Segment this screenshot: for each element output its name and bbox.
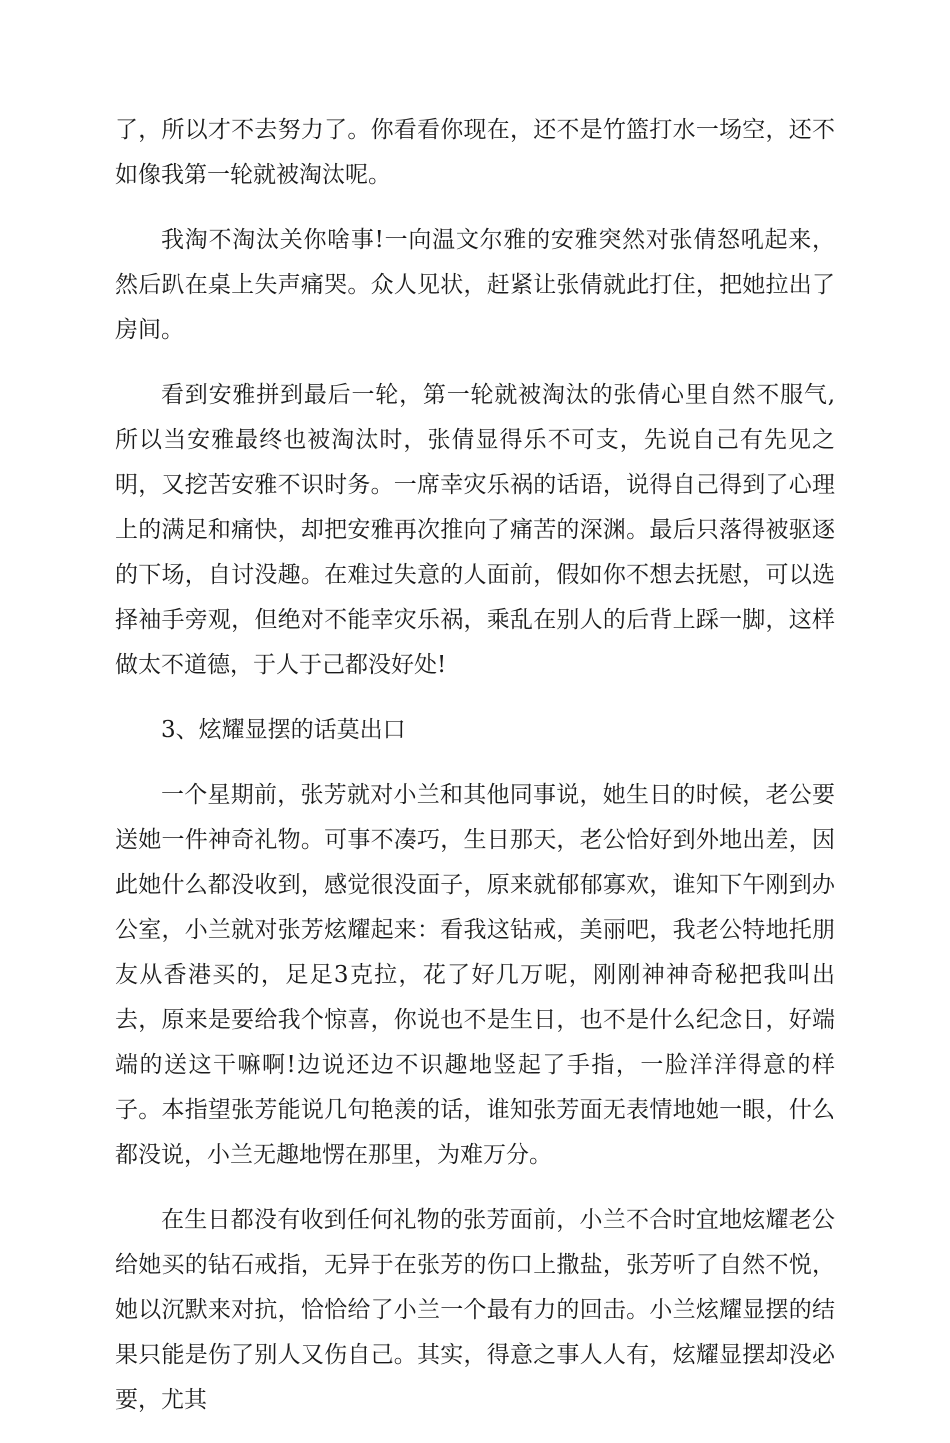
paragraph-anya-outburst: 我淘不淘汰关你啥事!一向温文尔雅的安雅突然对张倩怒吼起来，然后趴在桌上失声痛哭。众人见状，赶紧让张倩就此打住，把她拉出了房间。 (115, 227, 835, 343)
paragraph-continuation: 了，所以才不去努力了。你看看你现在，还不是竹篮打水一场空，还不如像我第一轮就被淘汰呢。 (115, 117, 835, 188)
paragraph-schadenfreude: 看到安雅拼到最后一轮，第一轮就被淘汰的张倩心里自然不服气,所以当安雅最终也被淘汰时，张倩显得乐不可支，先说自己有先见之明，又挖苦安雅不识时务。一席幸灾乐祸的话语，说得自己得到了心理上的满足和痛快，却把安雅再次推向了痛苦的深渊。最后只落得被驱逐的下场，自讨没趣。在难过失意的人面前，假如你不想去抚慰，可以选择袖手旁观，但绝对不能幸灾乐祸，乘乱在别人的后背上踩一脚，这样做太不道德，于人于己都没好处! (115, 382, 835, 678)
paragraph-diamond-ring-story: 一个星期前，张芳就对小兰和其他同事说，她生日的时候，老公要送她一件神奇礼物。可事不凑巧，生日那天，老公恰好到外地出差，因此她什么都没收到，感觉很没面子，原来就郁郁寡欢，谁知下午刚到办公室，小兰就对张芳炫耀起来：看我这钻戒，美丽吧，我老公特地托朋友从香港买的，足足3克拉，花了好几万呢，刚刚神神奇秘把我叫出去，原来是要给我个惊喜，你说也不是生日，也不是什么纪念日，好端端的送这干嘛啊!边说还边不识趣地竖起了手指，一脸洋洋得意的样子。本指望张芳能说几句艳羡的话，谁知张芳面无表情地她一眼，什么都没说，小兰无趣地愣在那里，为难万分。 (115, 782, 835, 1168)
paragraph-show-off-conclusion: 在生日都没有收到任何礼物的张芳面前，小兰不合时宜地炫耀老公给她买的钻石戒指，无异于在张芳的伤口上撒盐，张芳听了自然不悦，她以沉默来对抗，恰恰给了小兰一个最有力的回击。小兰炫耀显摆的结果只能是伤了别人又伤自己。其实，得意之事人人有，炫耀显摆却没必要，尤其 (115, 1207, 835, 1413)
document-page (115, 108, 835, 1443)
section-heading: 3、炫耀显摆的话莫出口 (161, 717, 406, 743)
